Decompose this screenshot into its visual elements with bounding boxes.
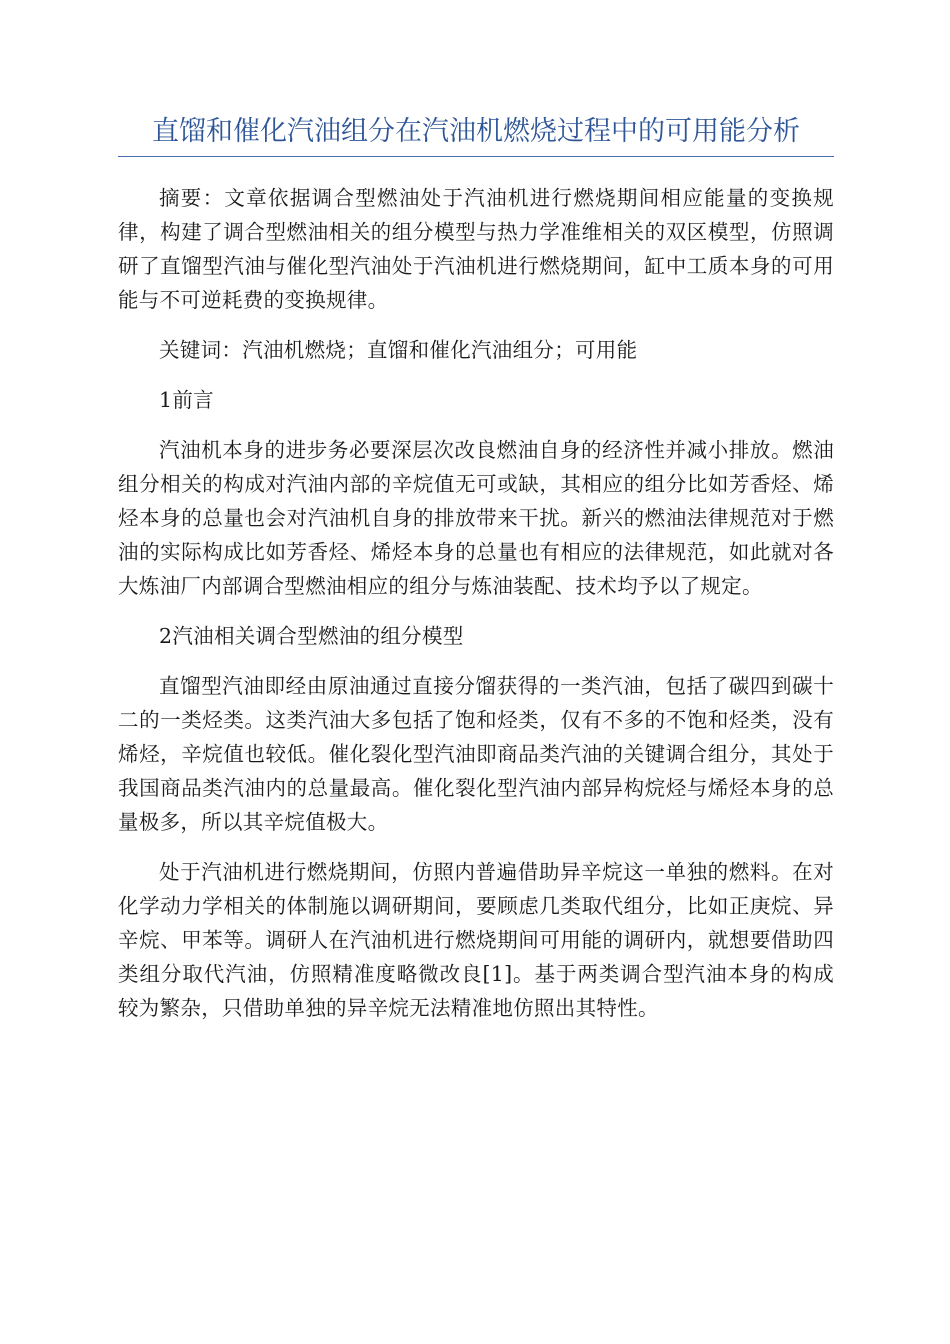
section-1-heading: 1前言: [159, 388, 214, 412]
section-2-paragraph-1: 直馏型汽油即经由原油通过直接分馏获得的一类汽油，包括了碳四到碳十二的一类烃类。这类汽油大多包括了饱和烃类，仅有不多的不饱和烃类，没有烯烃，辛烷值也较低。催化裂化型汽油即商品类汽油的关键调合组分，其处于我国商品类汽油内的总量最高。催化裂化型汽油内部异构烷烃与烯烃本身的总量极多，所以其辛烷值极大。: [118, 674, 834, 834]
abstract-paragraph: 摘要：文章依据调合型燃油处于汽油机进行燃烧期间相应能量的变换规律，构建了调合型燃油相关的组分模型与热力学准维相关的双区模型，仿照调研了直馏型汽油与催化型汽油处于汽油机进行燃烧期间，缸中工质本身的可用能与不可逆耗费的变换规律。: [118, 186, 834, 312]
section-1-paragraph-1: 汽油机本身的进步务必要深层次改良燃油自身的经济性并减小排放。燃油组分相关的构成对汽油内部的辛烷值无可或缺，其相应的组分比如芳香烃、烯烃本身的总量也会对汽油机自身的排放带来干扰。新兴的燃油法律规范对于燃油的实际构成比如芳香烃、烯烃本身的总量也有相应的法律规范，如此就对各大炼油厂内部调合型燃油相应的组分与炼油装配、技术均予以了规定。: [118, 438, 834, 598]
section-2-paragraph-2: 处于汽油机进行燃烧期间，仿照内普遍借助异辛烷这一单独的燃料。在对化学动力学相关的体制施以调研期间，要顾虑几类取代组分，比如正庚烷、异辛烷、甲苯等。调研人在汽油机进行燃烧期间可用能的调研内，就想要借助四类组分取代汽油，仿照精准度略微改良[1]。基于两类调合型汽油本身的构成较为繁杂，只借助单独的异辛烷无法精准地仿照出其特性。: [118, 860, 834, 1020]
document-body: [118, 181, 834, 1025]
document-page: [118, 112, 834, 1025]
keywords-paragraph: 关键词：汽油机燃烧；直馏和催化汽油组分；可用能: [159, 338, 638, 362]
section-2-heading: 2汽油相关调合型燃油的组分模型: [159, 624, 464, 648]
document-title: 直馏和催化汽油组分在汽油机燃烧过程中的可用能分析: [118, 112, 834, 157]
